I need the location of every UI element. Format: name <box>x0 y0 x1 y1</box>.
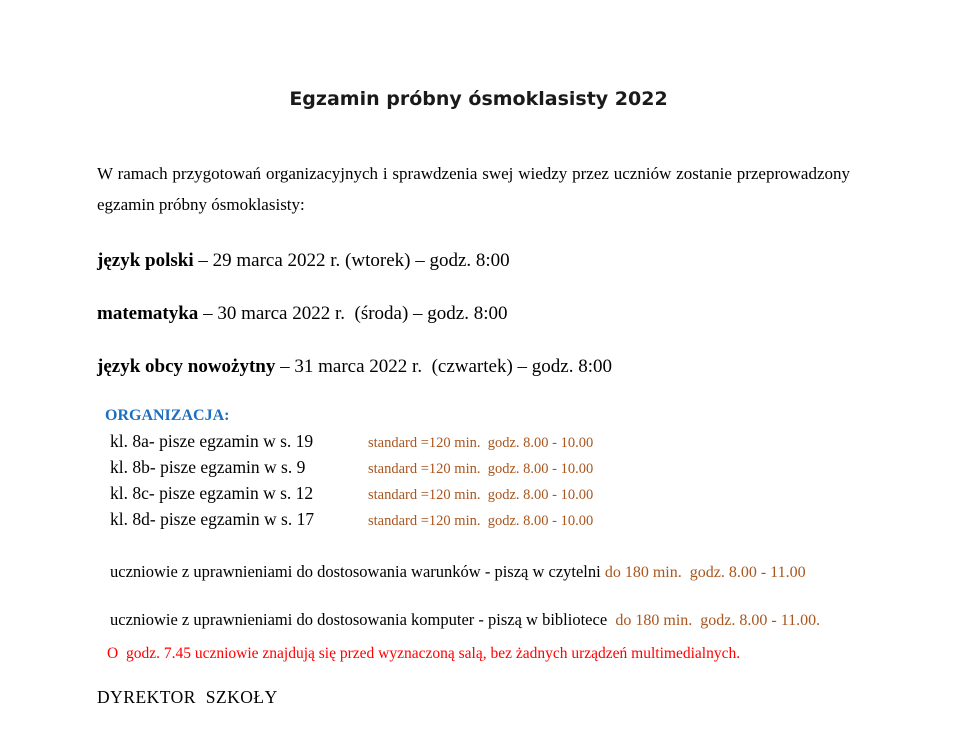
class-room-assignment: kl. 8d- pisze egzamin w s. 17 <box>110 509 315 529</box>
accommodation-library <box>110 607 872 634</box>
exam-subject: matematyka <box>97 303 199 324</box>
exam-details: – 30 marca 2022 r. (środa) – godz. 8:00 <box>198 303 508 324</box>
exam-subject: język obcy nowożytny <box>97 356 276 377</box>
class-room-row-8c <box>110 481 957 507</box>
accommodation-text: uczniowie z uprawnieniami do dostosowania komputer - piszą w bibliotece <box>110 610 616 629</box>
class-room-row-8b <box>110 455 957 481</box>
accommodation-text: uczniowie z uprawnieniami do dostosowania warunków - piszą w czytelni <box>110 562 605 581</box>
exam-details: – 29 marca 2022 r. (wtorek) – godz. 8:00 <box>193 250 510 271</box>
class-room-row-8d <box>110 507 957 533</box>
exam-date-polish <box>97 249 957 273</box>
exam-date-foreign-language <box>97 355 957 379</box>
organization-heading: ORGANIZACJA: <box>105 407 230 424</box>
exam-subject: język polski <box>97 250 194 271</box>
class-timing: standard =120 min. godz. 8.00 - 10.00 <box>368 435 594 451</box>
exam-date-math <box>97 302 957 326</box>
class-timing: standard =120 min. godz. 8.00 - 10.00 <box>368 487 594 503</box>
accommodation-timing: do 180 min. godz. 8.00 - 11.00. <box>615 612 821 629</box>
accommodation-reading-room <box>110 559 872 586</box>
signature-line: DYREKTOR SZKOŁY <box>97 687 278 707</box>
class-room-assignment: kl. 8a- pisze egzamin w s. 19 <box>110 431 314 451</box>
class-timing: standard =120 min. godz. 8.00 - 10.00 <box>368 513 594 529</box>
class-timing: standard =120 min. godz. 8.00 - 10.00 <box>368 461 594 477</box>
class-room-assignment: kl. 8b- pisze egzamin w s. 9 <box>110 457 306 477</box>
intro-paragraph: W ramach przygotowań organizacyjnych i sprawdzenia swej wiedzy przez uczniów zostanie przeprowadzony egzamin próbny ósmoklasisty: <box>97 164 850 214</box>
class-room-list <box>110 429 957 533</box>
exam-details: – 31 marca 2022 r. (czwartek) – godz. 8:00 <box>275 356 613 377</box>
arrival-notice: O godz. 7.45 uczniowie znajdują się przed wyznaczoną salą, bez żadnych urządzeń multimedialnych. <box>107 645 741 662</box>
class-room-assignment: kl. 8c- pisze egzamin w s. 12 <box>110 483 314 503</box>
class-room-row-8a <box>110 429 957 455</box>
accommodation-timing: do 180 min. godz. 8.00 - 11.00 <box>604 564 806 581</box>
document-title: Egzamin próbny ósmoklasisty 2022 <box>289 88 668 110</box>
